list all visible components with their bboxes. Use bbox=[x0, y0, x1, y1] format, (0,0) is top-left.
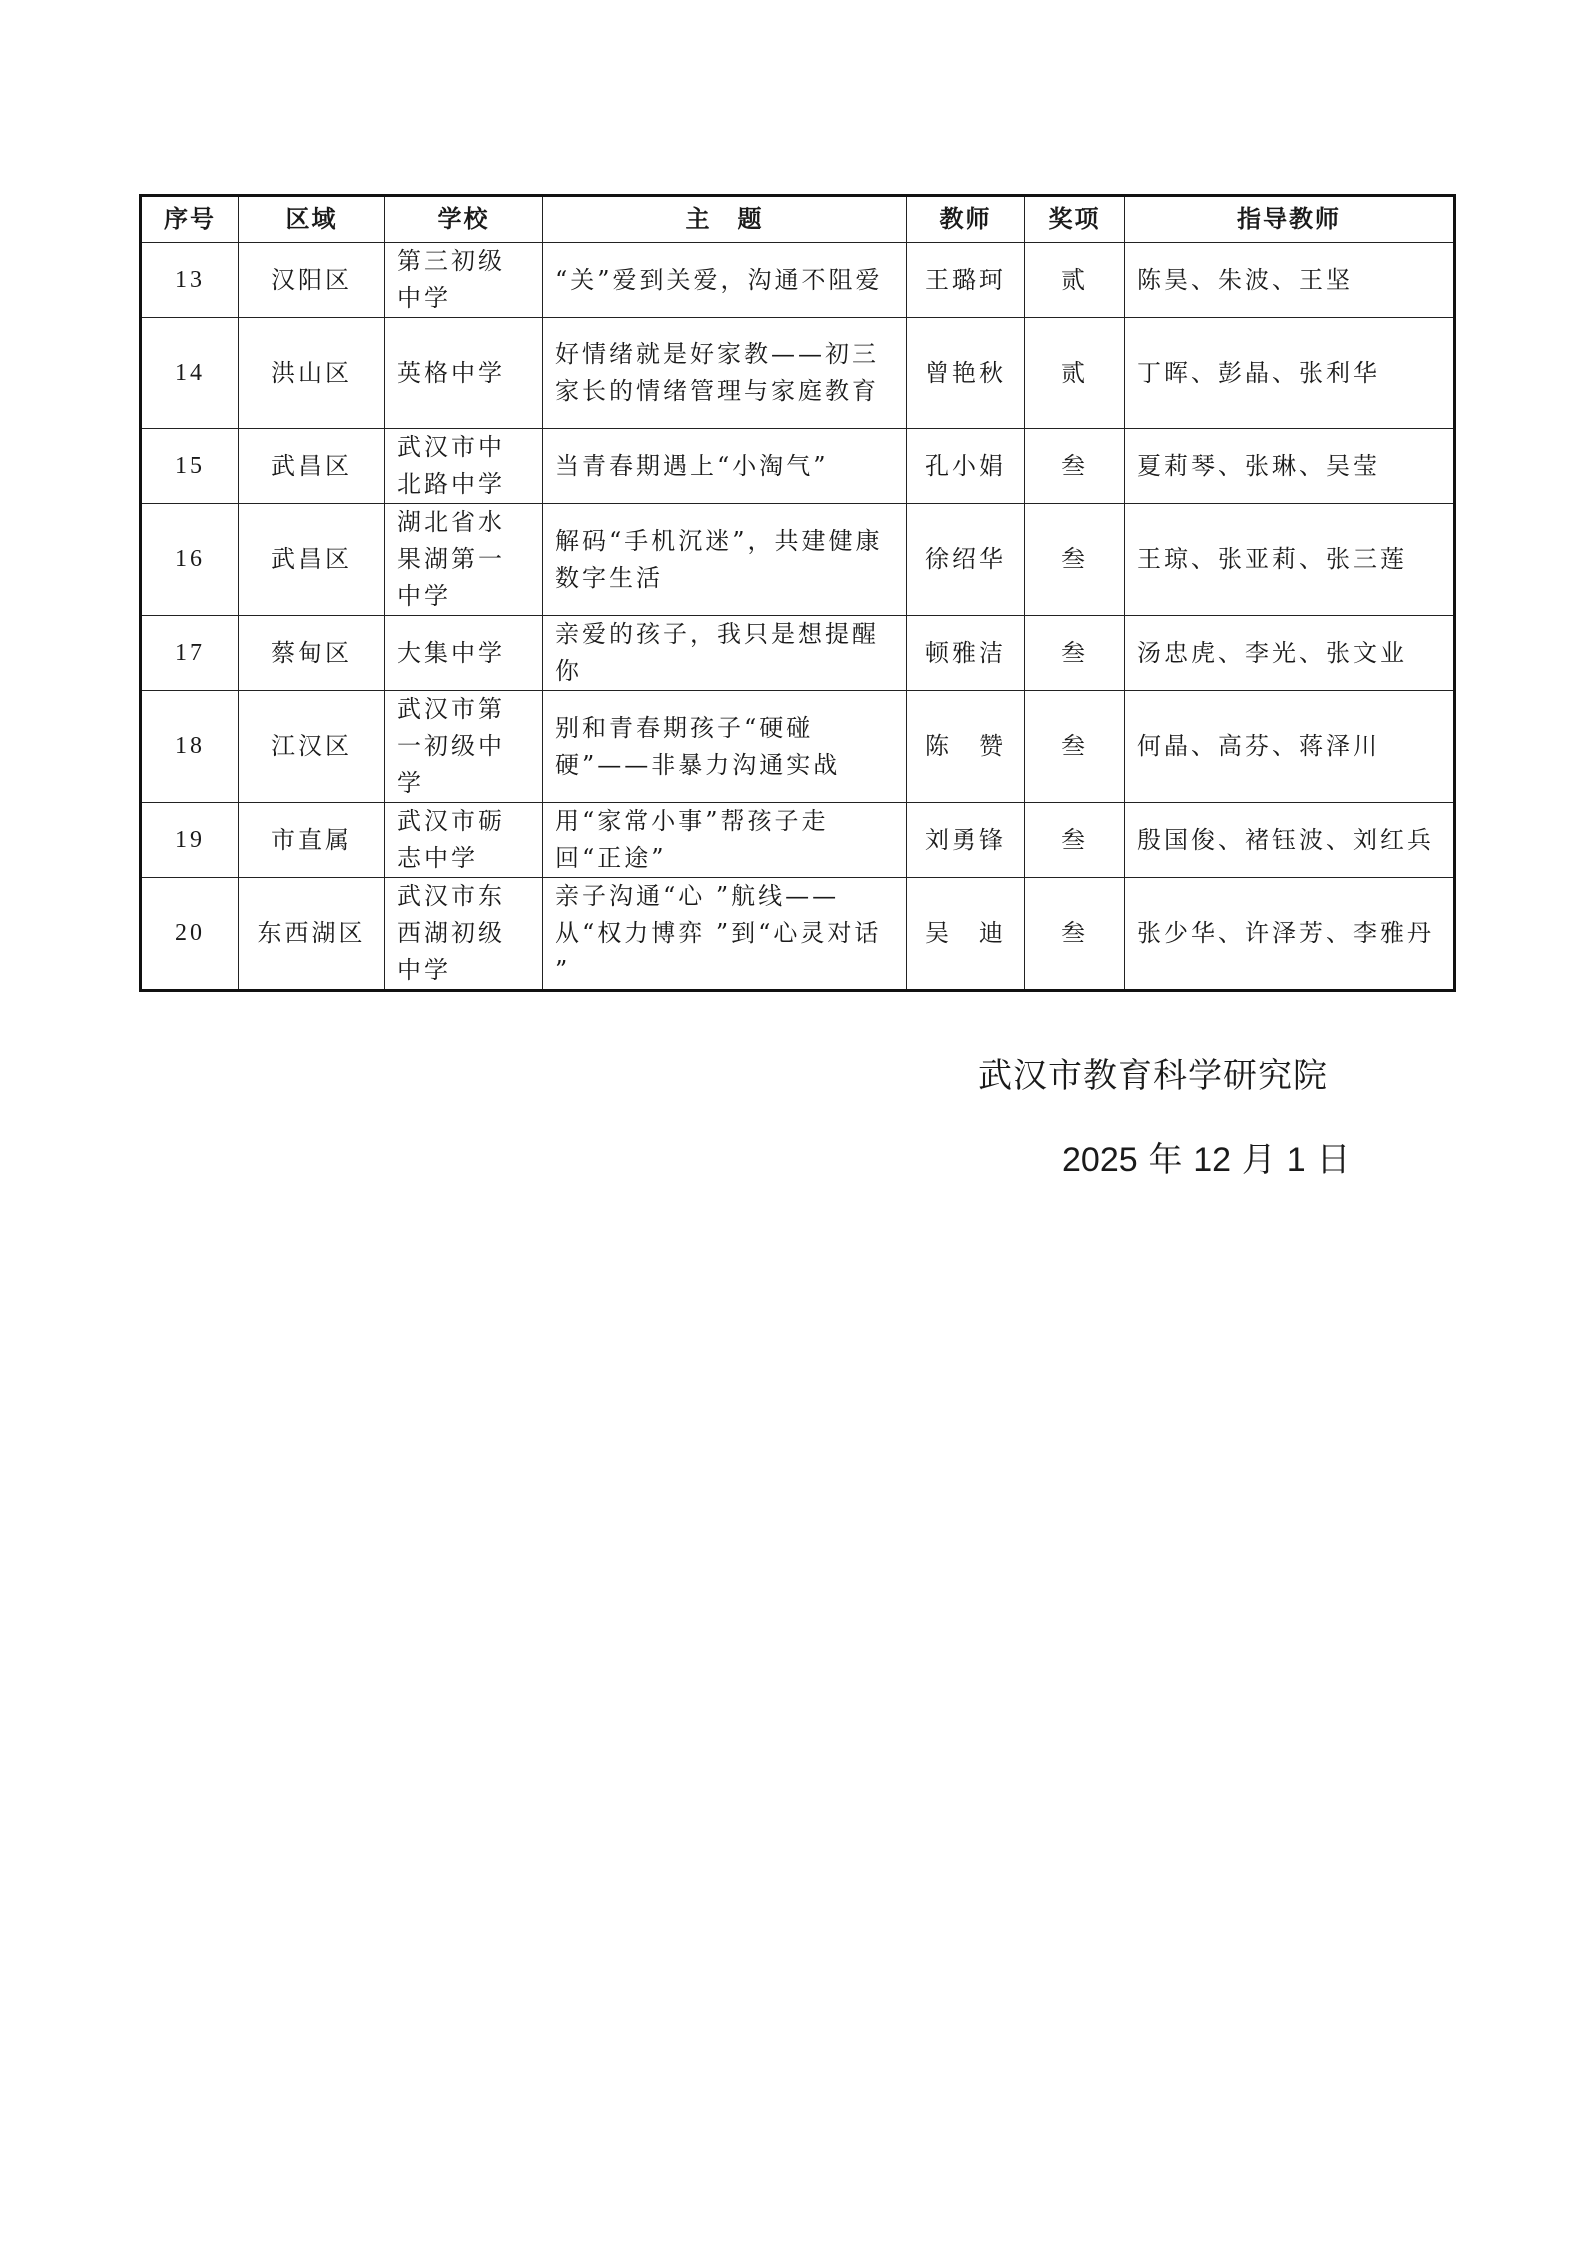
table-header-row bbox=[141, 196, 1455, 243]
header-school: 学校 bbox=[385, 196, 543, 243]
header-advisors: 指导教师 bbox=[1125, 196, 1455, 243]
header-topic: 主 题 bbox=[543, 196, 907, 243]
cell-district: 东西湖区 bbox=[239, 878, 385, 991]
cell-no: 17 bbox=[141, 616, 239, 691]
cell-no: 13 bbox=[141, 243, 239, 318]
cell-topic: “关”爱到关爱，沟通不阻爱 bbox=[543, 243, 907, 318]
table-row bbox=[141, 429, 1455, 504]
cell-district: 武昌区 bbox=[239, 504, 385, 616]
cell-school: 武汉市第一初级中学 bbox=[385, 691, 543, 803]
cell-school: 武汉市中北路中学 bbox=[385, 429, 543, 504]
cell-school: 英格中学 bbox=[385, 318, 543, 429]
cell-school: 武汉市砺志中学 bbox=[385, 803, 543, 878]
cell-topic: 用“家常小事”帮孩子走回“正途” bbox=[543, 803, 907, 878]
cell-topic: 亲子沟通“心 ”航线——从“权力博弈 ”到“心灵对话 ” bbox=[543, 878, 907, 991]
cell-teacher: 刘勇锋 bbox=[907, 803, 1025, 878]
cell-school: 第三初级中学 bbox=[385, 243, 543, 318]
table-row bbox=[141, 691, 1455, 803]
cell-district: 洪山区 bbox=[239, 318, 385, 429]
cell-topic: 好情绪就是好家教——初三家长的情绪管理与家庭教育 bbox=[543, 318, 907, 429]
cell-award: 叁 bbox=[1025, 504, 1125, 616]
cell-teacher: 顿雅洁 bbox=[907, 616, 1025, 691]
cell-school: 大集中学 bbox=[385, 616, 543, 691]
date-day: 1 bbox=[1286, 1141, 1306, 1179]
cell-award: 叁 bbox=[1025, 878, 1125, 991]
cell-advisors: 张少华、许泽芳、李雅丹 bbox=[1125, 878, 1455, 991]
date-month: 12 bbox=[1193, 1141, 1232, 1179]
cell-topic: 亲爱的孩子，我只是想提醒你 bbox=[543, 616, 907, 691]
cell-teacher: 孔小娟 bbox=[907, 429, 1025, 504]
cell-award: 叁 bbox=[1025, 616, 1125, 691]
cell-no: 19 bbox=[141, 803, 239, 878]
award-table bbox=[139, 194, 1456, 992]
cell-district: 蔡甸区 bbox=[239, 616, 385, 691]
cell-topic: 当青春期遇上“小淘气” bbox=[543, 429, 907, 504]
cell-no: 18 bbox=[141, 691, 239, 803]
table-row bbox=[141, 504, 1455, 616]
cell-teacher: 陈 赞 bbox=[907, 691, 1025, 803]
cell-advisors: 何晶、高芬、蒋泽川 bbox=[1125, 691, 1455, 803]
cell-school: 武汉市东西湖初级中学 bbox=[385, 878, 543, 991]
date-year: 2025 bbox=[1062, 1141, 1138, 1179]
table-row bbox=[141, 318, 1455, 429]
date-year-unit: 年 bbox=[1148, 1140, 1183, 1180]
header-award: 奖项 bbox=[1025, 196, 1125, 243]
cell-award: 叁 bbox=[1025, 429, 1125, 504]
cell-award: 叁 bbox=[1025, 803, 1125, 878]
cell-district: 市直属 bbox=[239, 803, 385, 878]
cell-topic: 别和青春期孩子“硬碰硬”——非暴力沟通实战 bbox=[543, 691, 907, 803]
header-teacher: 教师 bbox=[907, 196, 1025, 243]
cell-award: 贰 bbox=[1025, 318, 1125, 429]
cell-district: 江汉区 bbox=[239, 691, 385, 803]
cell-district: 武昌区 bbox=[239, 429, 385, 504]
table-row bbox=[141, 616, 1455, 691]
table-row bbox=[141, 878, 1455, 991]
cell-school: 湖北省水果湖第一中学 bbox=[385, 504, 543, 616]
cell-no: 15 bbox=[141, 429, 239, 504]
issue-date bbox=[1062, 1132, 1350, 1181]
cell-advisors: 汤忠虎、李光、张文业 bbox=[1125, 616, 1455, 691]
header-district: 区域 bbox=[239, 196, 385, 243]
cell-teacher: 王璐珂 bbox=[907, 243, 1025, 318]
cell-no: 16 bbox=[141, 504, 239, 616]
cell-no: 20 bbox=[141, 878, 239, 991]
cell-advisors: 丁晖、彭晶、张利华 bbox=[1125, 318, 1455, 429]
table-row bbox=[141, 243, 1455, 318]
cell-teacher: 徐绍华 bbox=[907, 504, 1025, 616]
issuing-organization: 武汉市教育科学研究院 bbox=[978, 1056, 1328, 1096]
cell-advisors: 陈昊、朱波、王坚 bbox=[1125, 243, 1455, 318]
cell-no: 14 bbox=[141, 318, 239, 429]
cell-topic: 解码“手机沉迷”，共建健康数字生活 bbox=[543, 504, 907, 616]
date-month-unit: 月 bbox=[1241, 1140, 1276, 1180]
table-row bbox=[141, 803, 1455, 878]
cell-teacher: 吴 迪 bbox=[907, 878, 1025, 991]
cell-advisors: 王琼、张亚莉、张三莲 bbox=[1125, 504, 1455, 616]
cell-award: 贰 bbox=[1025, 243, 1125, 318]
cell-advisors: 夏莉琴、张琳、吴莹 bbox=[1125, 429, 1455, 504]
cell-advisors: 殷国俊、褚钰波、刘红兵 bbox=[1125, 803, 1455, 878]
cell-district: 汉阳区 bbox=[239, 243, 385, 318]
cell-teacher: 曾艳秋 bbox=[907, 318, 1025, 429]
cell-award: 叁 bbox=[1025, 691, 1125, 803]
header-no: 序号 bbox=[141, 196, 239, 243]
date-day-unit: 日 bbox=[1316, 1140, 1351, 1180]
